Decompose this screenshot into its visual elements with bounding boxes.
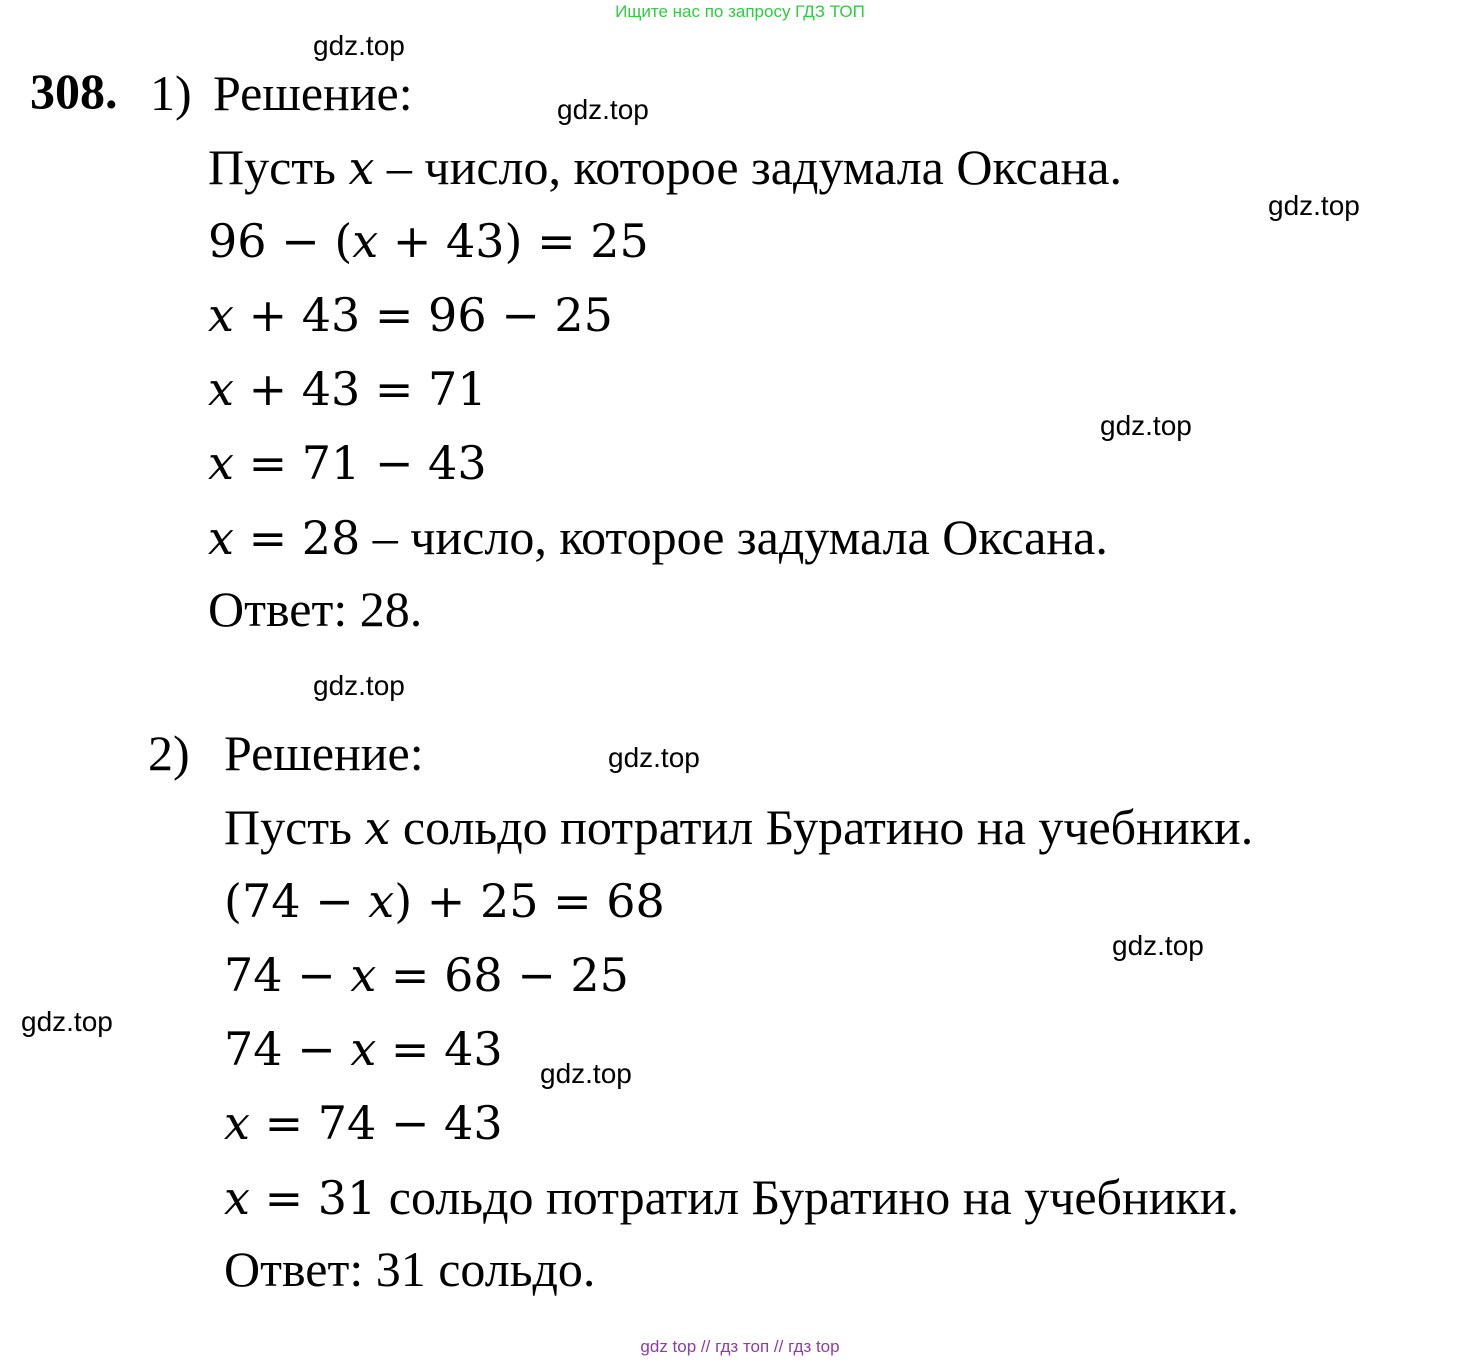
part2-intro	[224, 798, 1253, 857]
part1-intro-before: Пусть	[208, 139, 349, 195]
header-note: Ищите нас по запросу ГДЗ ТОП	[615, 2, 865, 21]
part2-equation-3: 74 − x = 43	[224, 1022, 503, 1076]
part2-result-text: сольдо потратил Буратино на учебники.	[376, 1169, 1240, 1225]
part1-answer: Ответ: 28.	[208, 581, 423, 637]
watermark: gdz.top	[557, 94, 649, 125]
part1-equation-4: x = 71 − 43	[208, 436, 487, 490]
watermark: gdz.top	[21, 1006, 113, 1037]
watermark: gdz.top	[313, 30, 405, 61]
part2-intro-before: Пусть	[224, 799, 365, 855]
part2-intro-var: x	[364, 801, 391, 855]
part2-result	[224, 1168, 1239, 1227]
part2-result-math: x = 31	[224, 1171, 377, 1225]
part1-result	[208, 508, 1108, 567]
part1-intro-var: x	[348, 141, 375, 195]
part2-intro-after: сольдо потратил Буратино на учебники.	[390, 799, 1254, 855]
part2-heading: Решение:	[224, 725, 424, 781]
part2-label: 2)	[148, 725, 190, 781]
watermark: gdz.top	[313, 670, 405, 701]
problem-number: 308.	[30, 63, 118, 119]
watermark: gdz.top	[540, 1058, 632, 1089]
watermark: gdz.top	[1112, 930, 1204, 961]
part1-equation-3: x + 43 = 71	[208, 362, 487, 416]
watermark: gdz.top	[608, 742, 700, 773]
part1-result-text: – число, которое задумала Оксана.	[360, 509, 1108, 565]
part1-heading: Решение:	[213, 65, 413, 121]
part2-equation-2: 74 − x = 68 − 25	[224, 948, 629, 1002]
watermark: gdz.top	[1268, 190, 1360, 221]
part1-equation-1: 96 − (x + 43) = 25	[208, 214, 649, 268]
part2-equation-4: x = 74 − 43	[224, 1096, 503, 1150]
part1-label: 1)	[150, 65, 192, 121]
part2-answer: Ответ: 31 сольдо.	[224, 1241, 596, 1297]
footer-note: gdz top // гдз топ // гдз top	[640, 1337, 840, 1356]
part2-equation-1: (74 − x) + 25 = 68	[224, 874, 665, 928]
part1-result-math: x = 28	[208, 511, 361, 565]
watermark: gdz.top	[1100, 410, 1192, 441]
part1-equation-2: x + 43 = 96 − 25	[208, 288, 613, 342]
part1-intro-after: – число, которое задумала Оксана.	[374, 139, 1122, 195]
part1-intro	[208, 138, 1122, 197]
